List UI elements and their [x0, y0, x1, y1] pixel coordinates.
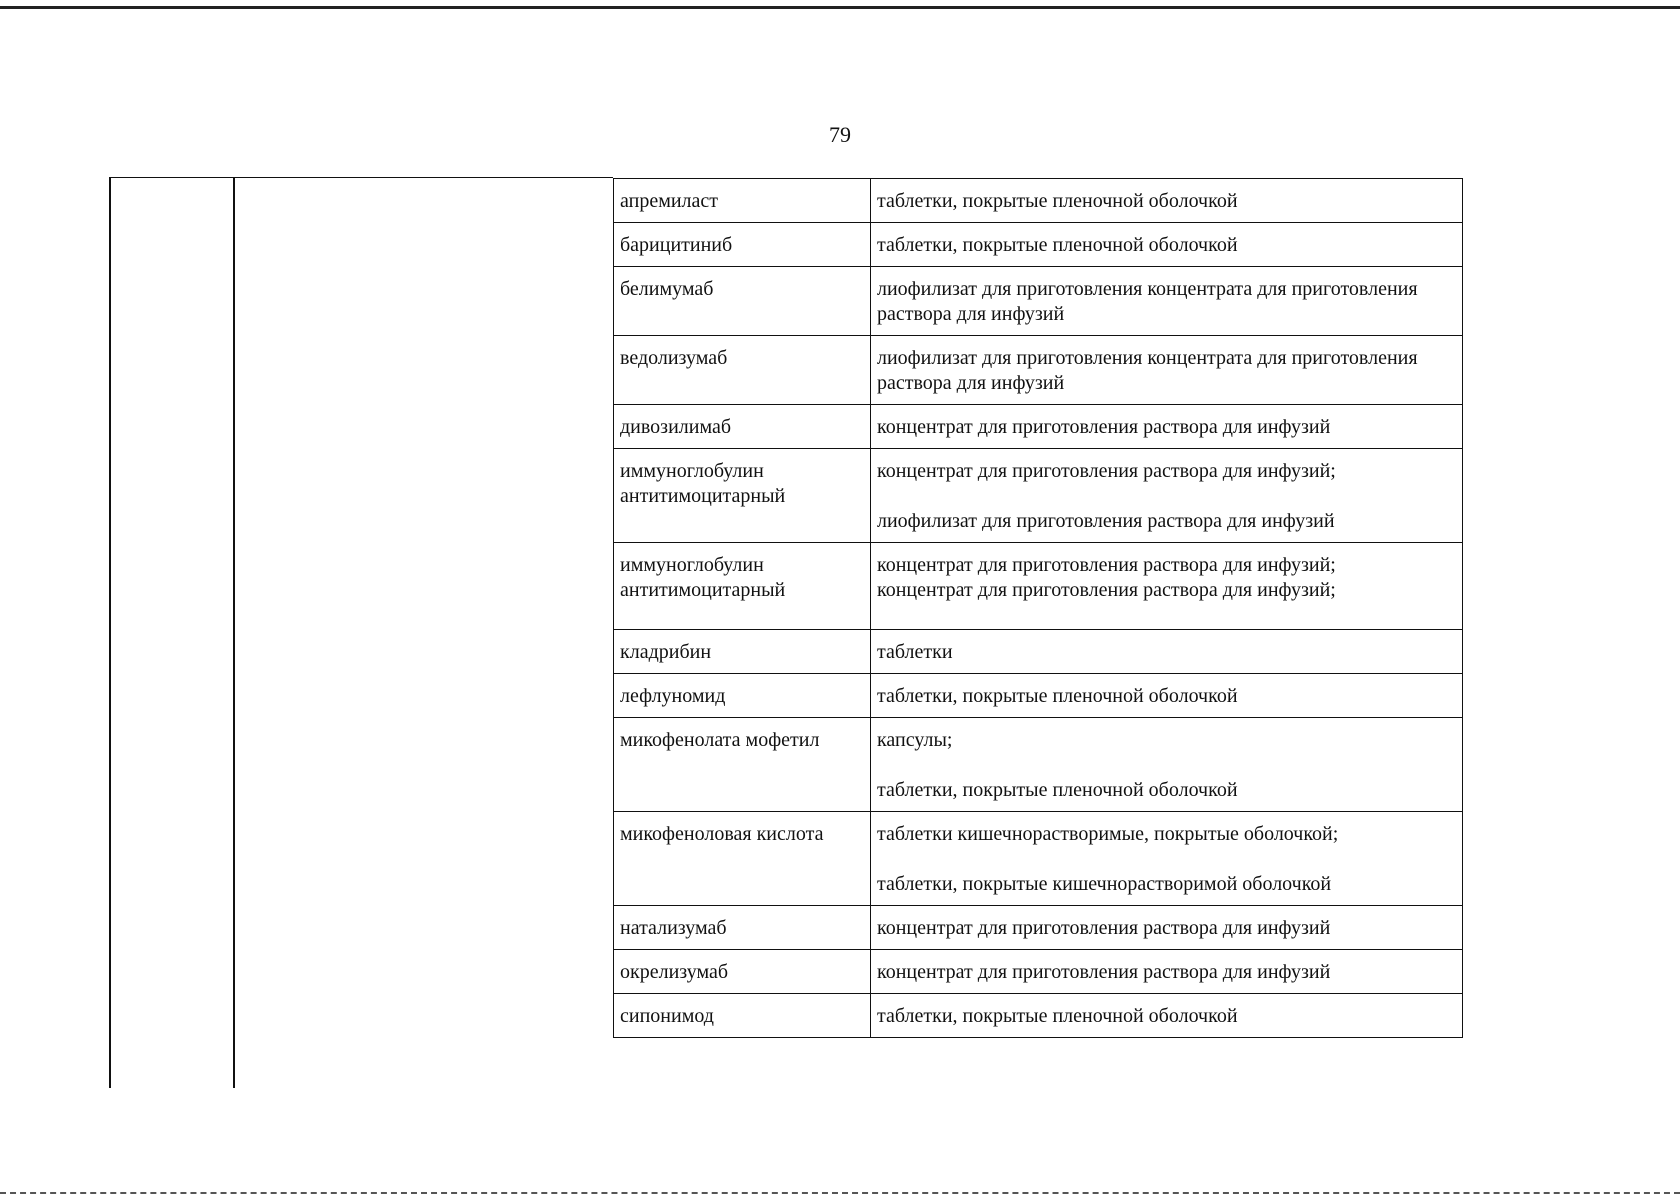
table-row	[614, 630, 1463, 674]
drug-name: апремиласт	[614, 179, 871, 223]
drug-name: кладрибин	[614, 630, 871, 674]
dosage-forms	[871, 994, 1463, 1038]
drug-name: лефлуномид	[614, 674, 871, 718]
table-row	[614, 718, 1463, 812]
drug-name: барицитиниб	[614, 223, 871, 267]
drug-name: микофеноловая кислота	[614, 812, 871, 906]
scan-edge-bottom	[0, 1192, 1680, 1194]
dosage-forms	[871, 223, 1463, 267]
drug-name: ведолизумаб	[614, 336, 871, 405]
drug-name: микофенолата мофетил	[614, 718, 871, 812]
dosage-form: лиофилизат для приготовления раствора для инфузий	[877, 510, 1335, 532]
dosage-forms	[871, 267, 1463, 336]
dosage-forms	[871, 405, 1463, 449]
dosage-form: концентрат для приготовления раствора для инфузий	[877, 416, 1331, 438]
dosage-form: концентрат для приготовления раствора для инфузий;	[877, 460, 1336, 482]
dosage-form: концентрат для приготовления раствора для инфузий;	[877, 554, 1336, 576]
dosage-form: концентрат для приготовления раствора для инфузий	[877, 961, 1331, 983]
table-row	[614, 336, 1463, 405]
table-middle-column-top	[231, 177, 613, 178]
table-row	[614, 405, 1463, 449]
dosage-forms	[871, 543, 1463, 630]
dosage-form: капсулы;	[877, 729, 953, 751]
table-row	[614, 994, 1463, 1038]
dosage-forms	[871, 449, 1463, 543]
drug-name: дивозилимаб	[614, 405, 871, 449]
scan-edge-top	[0, 6, 1680, 9]
table-row	[614, 906, 1463, 950]
table-row	[614, 812, 1463, 906]
dosage-form: лиофилизат для приготовления концентрата для приготовления раствора для инфузий	[877, 347, 1418, 394]
table-row	[614, 267, 1463, 336]
page-number: 79	[829, 122, 851, 147]
drug-name: сипонимод	[614, 994, 871, 1038]
table-row	[614, 449, 1463, 543]
drug-table	[613, 178, 1463, 1038]
table-row	[614, 674, 1463, 718]
dosage-forms	[871, 179, 1463, 223]
table-row	[614, 223, 1463, 267]
dosage-form: таблетки, покрытые кишечнорастворимой оболочкой	[877, 873, 1332, 895]
table-row	[614, 543, 1463, 630]
table-left-columns	[109, 177, 235, 1088]
dosage-form: концентрат для приготовления раствора для инфузий	[877, 917, 1331, 939]
dosage-form: таблетки	[877, 641, 953, 663]
dosage-form: таблетки, покрытые пленочной оболочкой	[877, 1005, 1238, 1027]
table-row	[614, 179, 1463, 223]
dosage-forms	[871, 674, 1463, 718]
dosage-forms	[871, 906, 1463, 950]
dosage-form: таблетки, покрытые пленочной оболочкой	[877, 190, 1238, 212]
dosage-form: лиофилизат для приготовления концентрата для приготовления раствора для инфузий	[877, 278, 1418, 325]
dosage-form: концентрат для приготовления раствора для инфузий;	[877, 579, 1336, 601]
dosage-form: таблетки кишечнорастворимые, покрытые оболочкой;	[877, 823, 1339, 845]
drug-name: иммуноглобулин антитимоцитарный	[614, 449, 871, 543]
dosage-forms	[871, 950, 1463, 994]
dosage-forms	[871, 630, 1463, 674]
table-row	[614, 950, 1463, 994]
drug-name: белимумаб	[614, 267, 871, 336]
dosage-forms	[871, 812, 1463, 906]
dosage-forms	[871, 336, 1463, 405]
drug-name: иммуноглобулин антитимоцитарный	[614, 543, 871, 630]
dosage-form: таблетки, покрытые пленочной оболочкой	[877, 779, 1238, 801]
dosage-form: таблетки, покрытые пленочной оболочкой	[877, 234, 1238, 256]
drug-name: окрелизумаб	[614, 950, 871, 994]
drug-name: натализумаб	[614, 906, 871, 950]
dosage-form: таблетки, покрытые пленочной оболочкой	[877, 685, 1238, 707]
dosage-forms	[871, 718, 1463, 812]
